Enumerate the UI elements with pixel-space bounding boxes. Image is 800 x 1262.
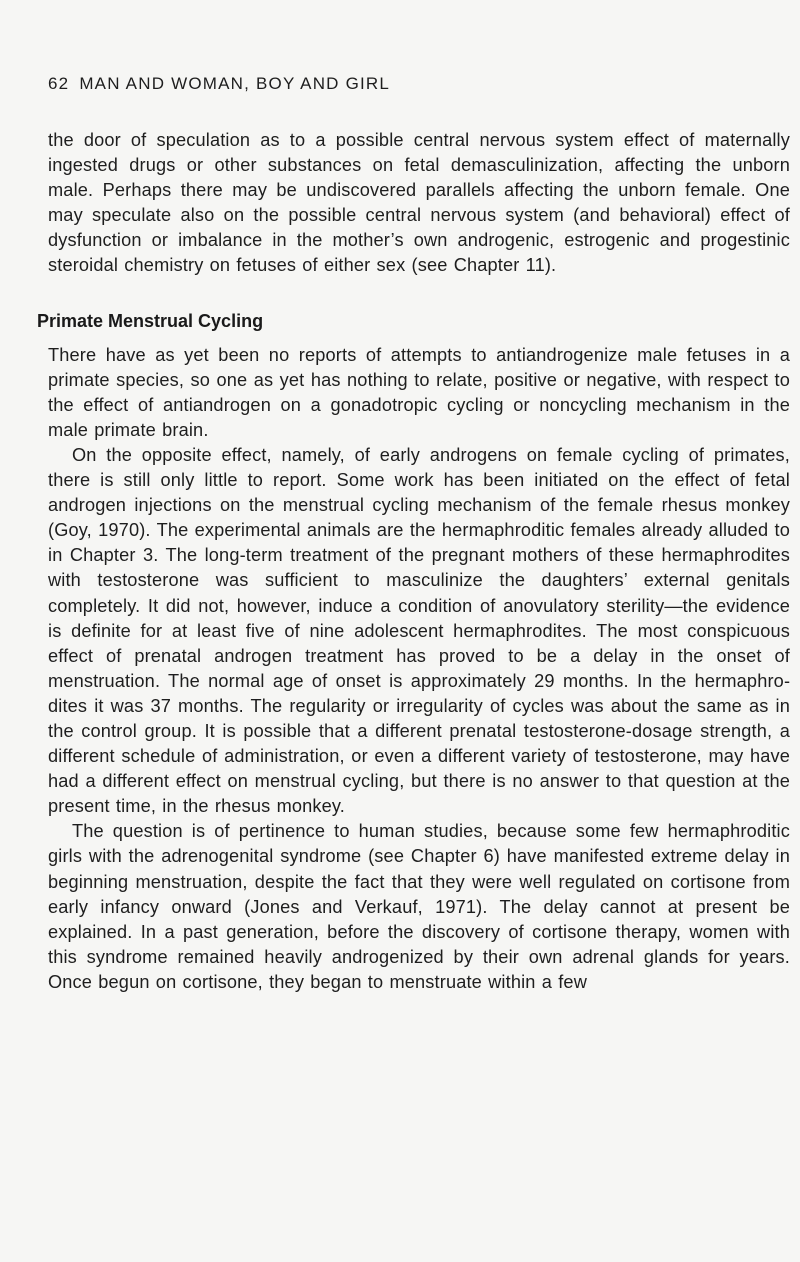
running-title: MAN AND WOMAN, BOY AND GIRL [79,74,391,93]
paragraph-primate-3: The question is of pertinence to human studies, because some few hermaphroditic girls with the adrenogenital syndrome (see Chapter 6) have manifested extreme delay in beginning menstruation, despite the fact that they were well regulated on cortisone from early infancy onward (Jones and Verkauf, 1971). The delay cannot at present be explained. In a past generation, before the discovery of cortisone therapy, women with this syndrome remained heavily androgenized by their own adrenal glands for years. Once begun on cortisone, they began to menstruate within a few [48,821,790,992]
paragraph-primate-1: There have as yet been no reports of attempts to antiandrogenize male fetuses in a primate species, so one as yet has nothing to relate, positive or negative, with respect to the effect of antiandrogen on a gonadotropic cycling or noncycling mechanism in the male primate brain. [48,344,790,440]
running-head [48,72,790,96]
paragraph-continued: the door of speculation as to a possible central nervous system effect of maternally ingested drugs or other substances on fetal demasculinization, affecting the unborn male. Perhaps there may be undiscovered parallels affecting the unborn female. One may speculate also on the possible central nervous system (and behavioral) effect of dysfunction or imbalance in the mother’s own androgenic, estrogenic and progestinic steroidal chemistry on fetuses of either sex (see Chapter 11). [48,130,790,276]
section-heading: Primate Menstrual Cycling [37,310,264,331]
page-number: 62 [48,74,70,93]
book-page [37,72,790,995]
paragraph-primate-2: On the opposite effect, namely, of early androgens on female cycling of primates, there is still only little to report. Some work has been initiated on the effect of fetal androgen injections on the menstrual cycling mechanism of the female rhesus monkey (Goy, 1970). The experimental animals are the hermaphroditic females already alluded to in Chapter 3. The long-term treatment of the pregnant mothers of these hermaphrodites with testosterone was sufficient to masculinize the daughters’ external genitals completely. It did not, however, induce a condition of anovulatory sterility—the evidence is definite for at least five of nine adolescent hermaphrodites. The most conspicuous effect of prenatal androgen treatment has proved to be a delay in the onset of menstruation. The normal age of onset is approximately 29 months. In the hermaphrodites it was 37 months. The regularity or irregularity of cycles was about the same as in the control group. It is possible that a different prenatal testosterone-dosage strength, a different schedule of administration, or even a different variety of testosterone, may have had a different effect on menstrual cycling, but there is no answer to that question at the present time, in the rhesus monkey. [48,444,790,817]
